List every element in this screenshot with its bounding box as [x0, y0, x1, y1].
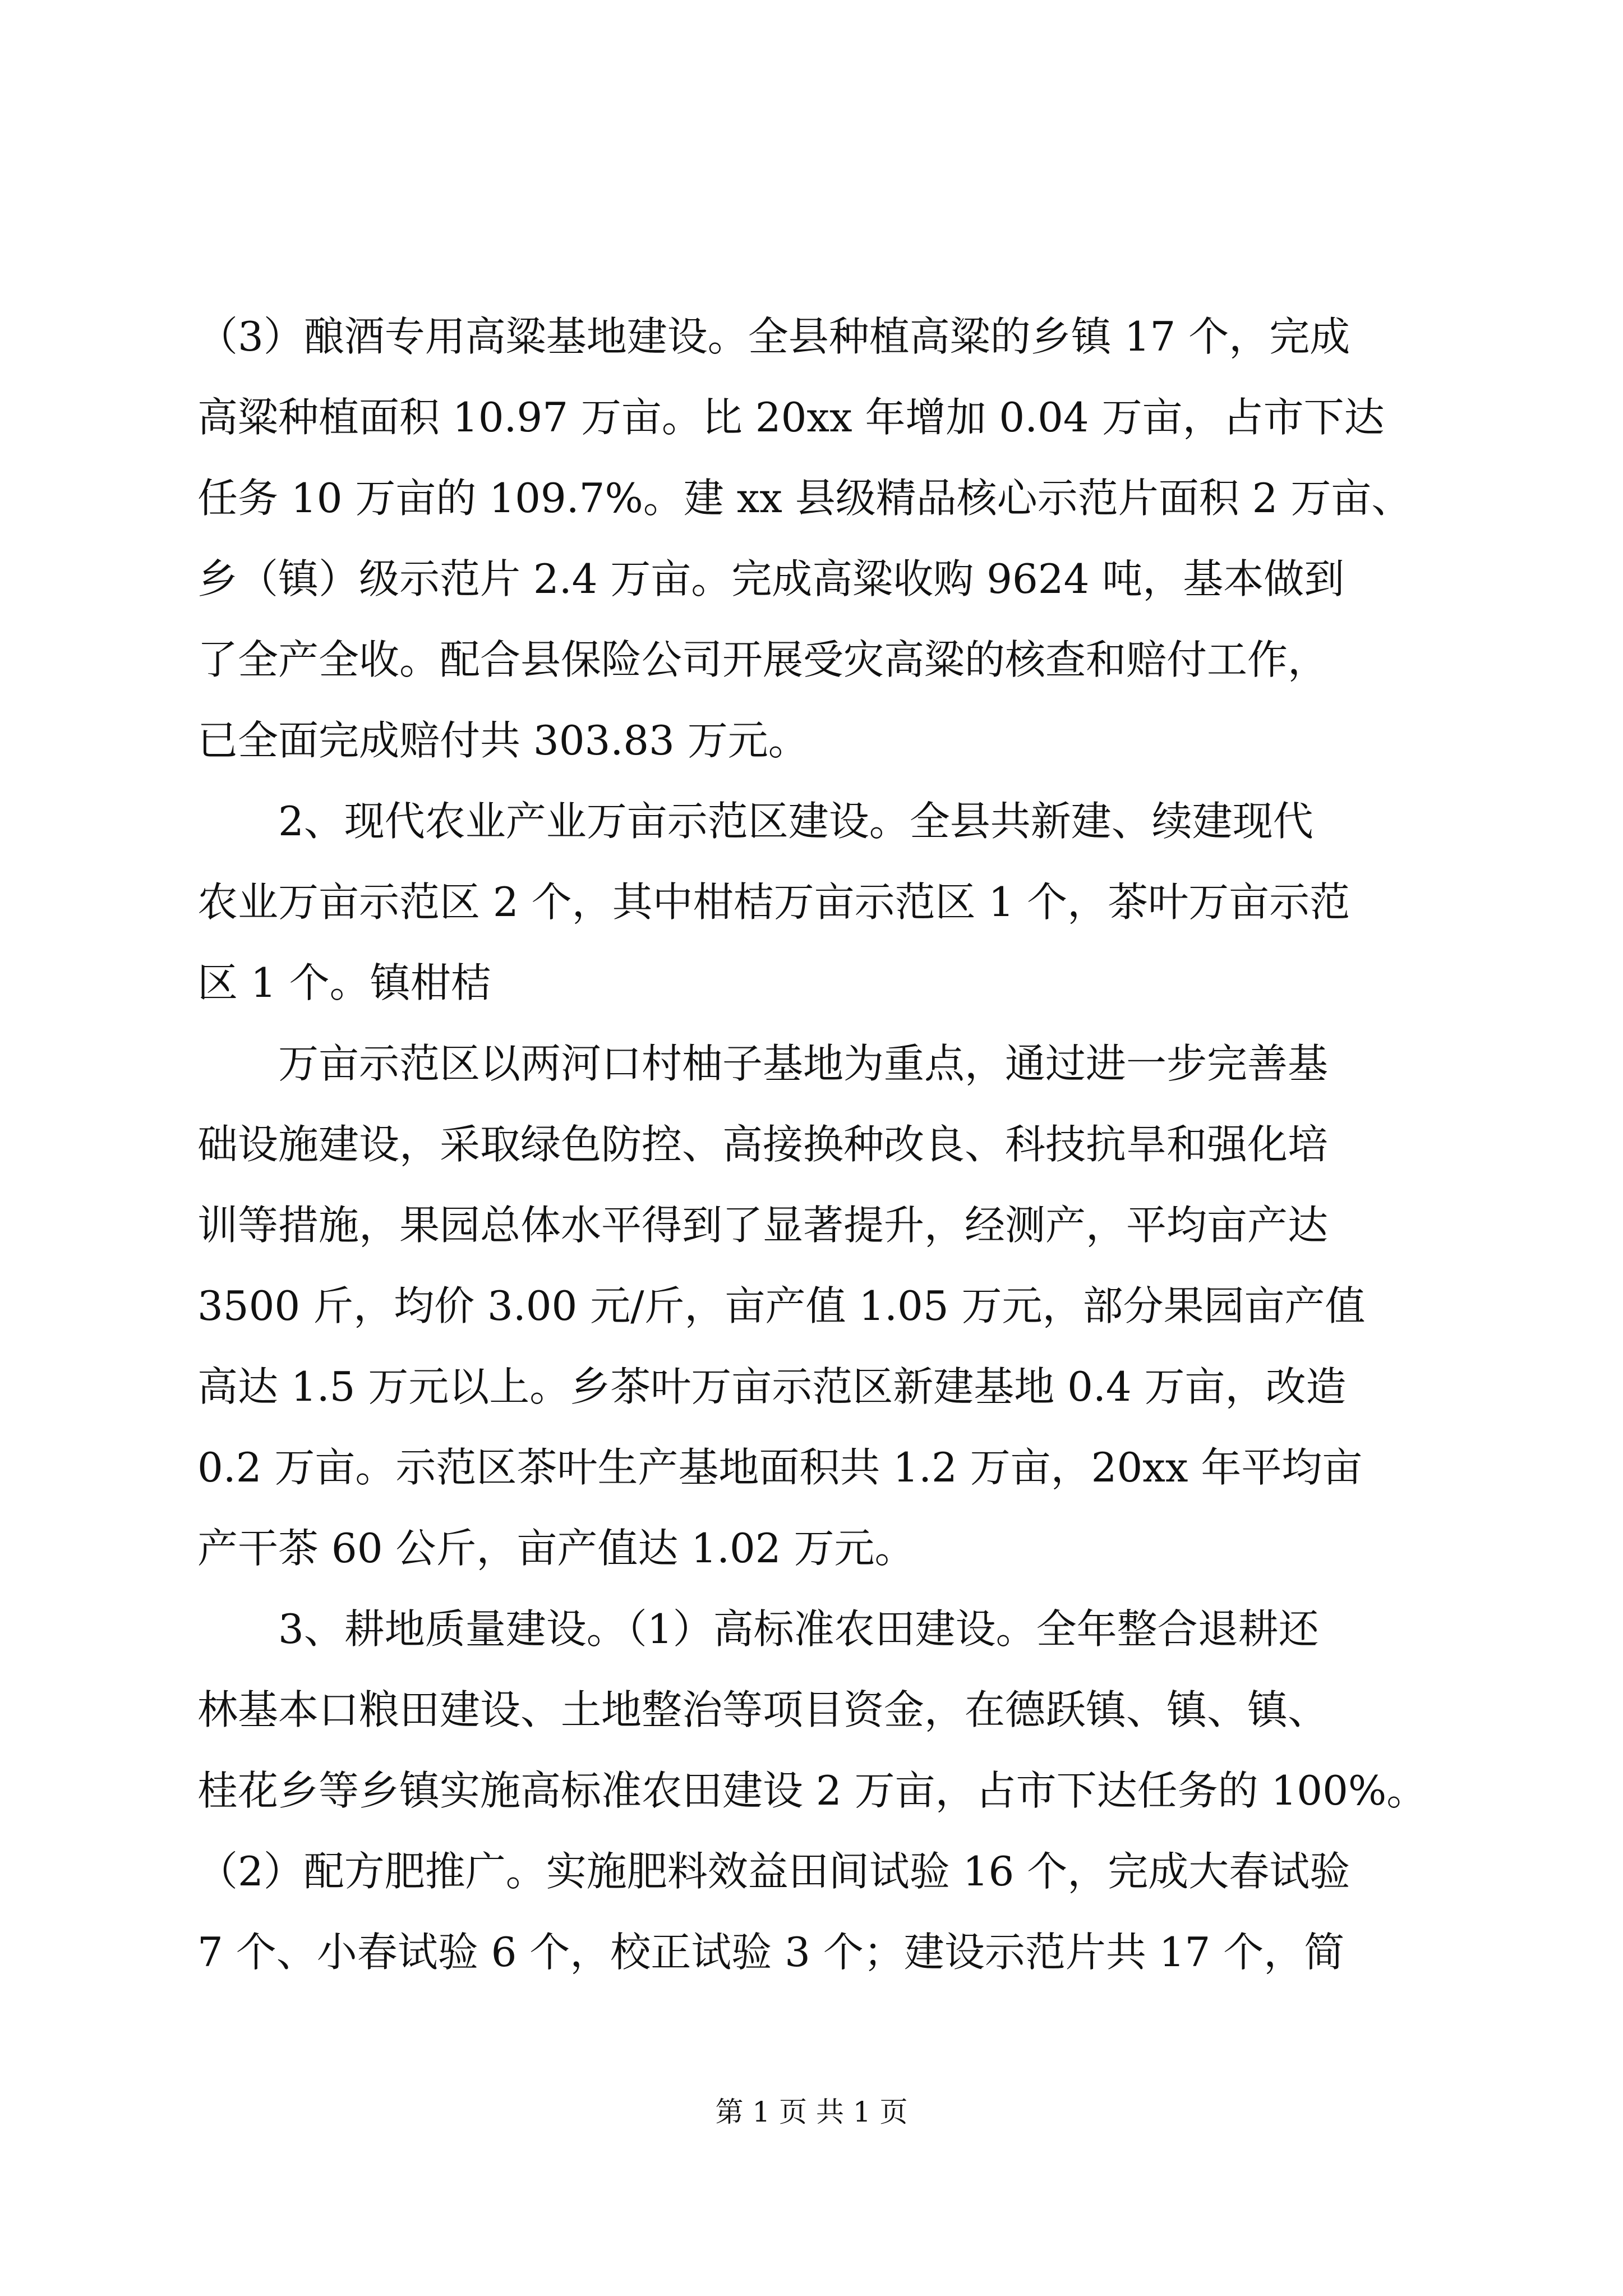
text-line: 万亩示范区以两河口村柚子基地为重点，通过进一步完善基: [278, 1040, 1329, 1087]
text-line: 2、现代农业产业万亩示范区建设。全县共新建、续建现代: [278, 798, 1313, 845]
text-line: 区 1 个。镇柑桔: [197, 959, 491, 1006]
text-line: 已全面完成赔付共 303.83 万元。: [197, 717, 809, 764]
text-line: 训等措施，果园总体水平得到了显著提升，经测产，平均亩产达: [197, 1202, 1329, 1249]
text-line: 产干茶 60 公斤，亩产值达 1.02 万元。: [197, 1525, 915, 1572]
text-line: （2）配方肥推广。实施肥料效益田间试验 16 个，完成大春试验: [197, 1848, 1350, 1895]
text-line: 7 个、小春试验 6 个，校正试验 3 个；建设示范片共 17 个，简: [197, 1929, 1345, 1976]
text-line: 桂花乡等乡镇实施高标准农田建设 2 万亩，占市下达任务的 100%。: [197, 1767, 1427, 1814]
document-body: [197, 296, 1426, 1993]
page-number: 第 1 页 共 1 页: [715, 2096, 908, 2128]
text-line: 乡（镇）级示范片 2.4 万亩。完成高粱收购 9624 吨，基本做到: [197, 555, 1345, 602]
text-line: 0.2 万亩。示范区茶叶生产基地面积共 1.2 万亩，20xx 年平均亩: [197, 1444, 1363, 1491]
text-line: 高粱种植面积 10.97 万亩。比 20xx 年增加 0.04 万亩，占市下达: [197, 394, 1385, 441]
text-line: 了全产全收。配合县保险公司开展受灾高粱的核查和赔付工作，: [197, 636, 1329, 683]
text-line: 3500 斤，均价 3.00 元/斤，亩产值 1.05 万元，部分果园亩产值: [197, 1282, 1366, 1329]
text-line: 高达 1.5 万元以上。乡茶叶万亩示范区新建基地 0.4 万亩，改造: [197, 1363, 1347, 1410]
text-line: 林基本口粮田建设、土地整治等项目资金，在德跃镇、镇、镇、: [197, 1686, 1329, 1733]
page-footer: [0, 2092, 1623, 2132]
text-line: 任务 10 万亩的 109.7%。建 xx 县级精品核心示范片面积 2 万亩、: [197, 475, 1412, 522]
text-line: 3、耕地质量建设。（1）高标准农田建设。全年整合退耕还: [278, 1605, 1319, 1653]
text-line: （3）酿酒专用高粱基地建设。全县种植高粱的乡镇 17 个，完成: [197, 313, 1350, 360]
text-line: 础设施建设，采取绿色防控、高接换种改良、科技抗旱和强化培: [197, 1121, 1329, 1168]
text-line: 农业万亩示范区 2 个，其中柑桔万亩示范区 1 个，茶叶万亩示范: [197, 878, 1350, 926]
